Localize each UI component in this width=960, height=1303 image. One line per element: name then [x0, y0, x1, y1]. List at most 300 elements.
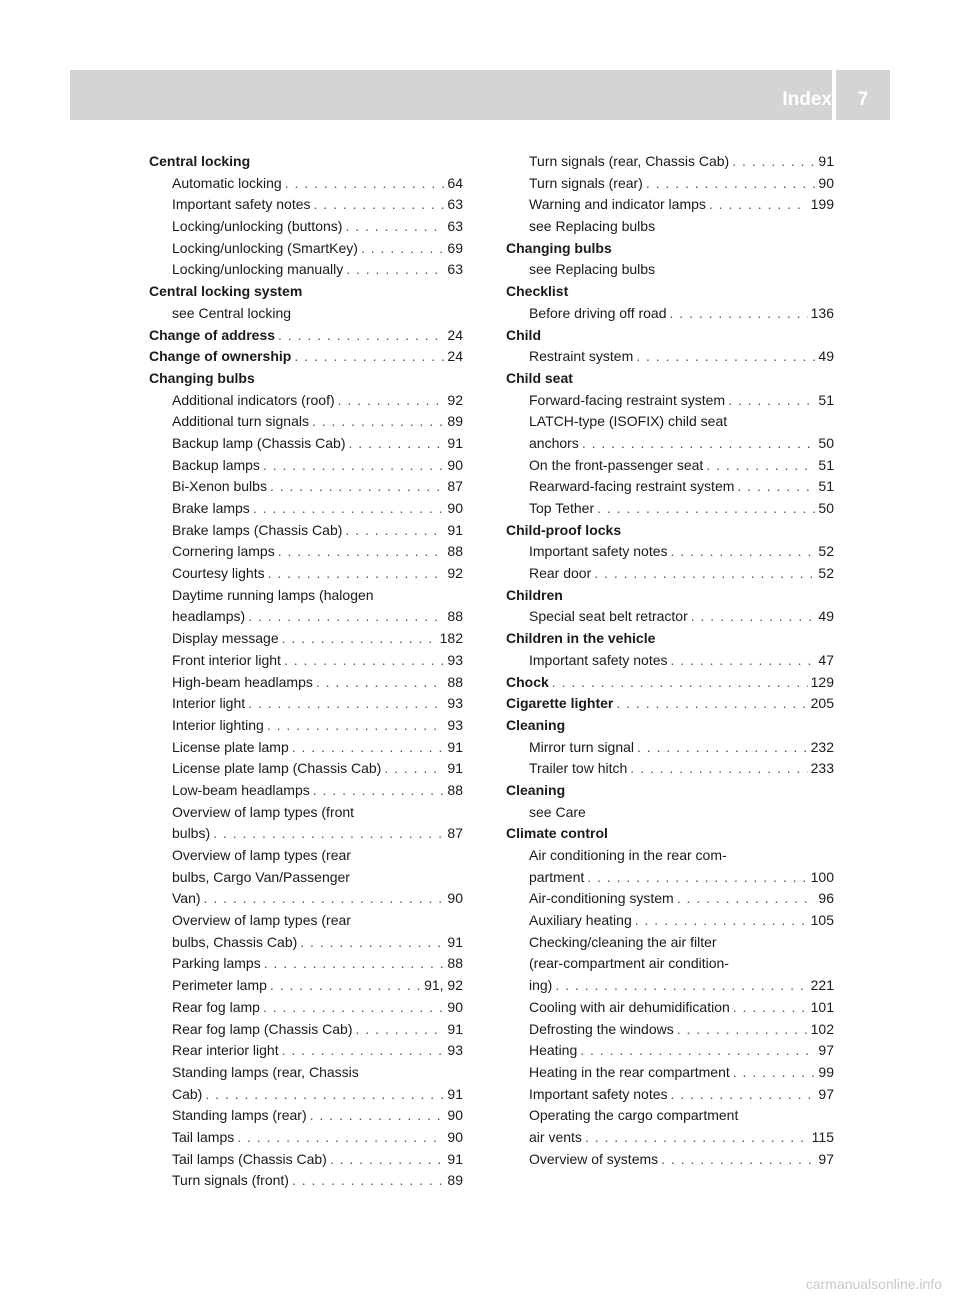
index-subentry — [506, 541, 834, 563]
entry-text: Children — [506, 586, 563, 603]
entry-text: Rear interior light — [172, 1042, 279, 1059]
entry-text: Air-conditioning system — [529, 890, 674, 907]
dot-leader — [630, 758, 807, 780]
index-subentry — [506, 1040, 834, 1062]
dot-leader — [677, 1019, 808, 1041]
index-subentry — [506, 888, 834, 910]
dot-leader — [616, 693, 807, 715]
index-subentry — [149, 498, 463, 520]
entry-text: Central locking — [149, 153, 251, 169]
entry-text: Backup lamp (Chassis Cab) — [172, 434, 346, 451]
dot-leader — [205, 1084, 444, 1106]
page-reference: 182 — [439, 630, 463, 647]
index-subentry — [506, 194, 834, 216]
dot-leader — [268, 563, 445, 585]
entry-text: Rearward-facing restraint system — [529, 478, 735, 495]
entry-text: Defrosting the windows — [529, 1020, 674, 1037]
index-subentry — [506, 1149, 834, 1171]
index-subentry — [149, 672, 463, 694]
index-subentry — [149, 1084, 463, 1106]
index-subentry — [506, 346, 834, 368]
index-subentry — [149, 758, 463, 780]
page-reference: 90 — [818, 174, 834, 191]
entry-text: Change of ownership — [149, 348, 292, 365]
entry-text: Changing bulbs — [149, 369, 255, 386]
dot-leader — [585, 1127, 809, 1149]
dot-leader — [270, 476, 444, 498]
page-reference: 24 — [447, 326, 463, 343]
entry-text: On the front-passenger seat — [529, 456, 704, 473]
dot-leader — [294, 346, 444, 368]
dot-leader — [691, 606, 816, 628]
index-subentry — [149, 259, 463, 281]
index-subentry — [506, 606, 834, 628]
entry-text: Locking/unlocking (buttons) — [172, 218, 343, 235]
dot-leader — [706, 455, 815, 477]
index-heading — [149, 151, 463, 173]
entry-text: License plate lamp (Chassis Cab) — [172, 760, 382, 777]
entry-text: Climate control — [506, 825, 608, 842]
index-subentry — [149, 476, 463, 498]
index-subentry — [149, 1170, 463, 1192]
dot-leader — [671, 541, 816, 563]
entry-text: Tail lamps — [172, 1128, 235, 1145]
entry-text: Low-beam headlamps — [172, 781, 310, 798]
entry-text: Van) — [172, 890, 201, 907]
entry-text: air vents — [529, 1128, 582, 1145]
entry-text: LATCH-type (ISOFIX) child seat — [529, 413, 728, 430]
dot-leader — [316, 672, 445, 694]
index-heading — [506, 693, 834, 715]
page-reference: 91, 92 — [424, 977, 463, 994]
entry-text: Display message — [172, 630, 279, 647]
entry-text: Checking/cleaning the air filter — [529, 933, 717, 950]
index-heading — [506, 823, 834, 845]
dot-leader — [310, 1105, 445, 1127]
index-subentry — [149, 1019, 463, 1041]
index-subentry — [149, 823, 463, 845]
page-reference: 90 — [447, 1107, 463, 1124]
index-heading — [506, 585, 834, 607]
page-reference: 89 — [447, 1172, 463, 1189]
entry-text: (rear-compartment air condition- — [529, 955, 729, 972]
entry-text: License plate lamp — [172, 738, 289, 755]
page-reference: 87 — [447, 825, 463, 842]
index-subentry — [506, 498, 834, 520]
entry-text: Rear fog lamp (Chassis Cab) — [172, 1020, 353, 1037]
page-reference: 91 — [818, 153, 834, 169]
index-subentry — [149, 455, 463, 477]
dot-leader — [270, 975, 421, 997]
index-subentry — [149, 194, 463, 216]
page-reference: 199 — [810, 196, 834, 213]
page-reference: 52 — [818, 543, 834, 560]
entry-text: Rear fog lamp — [172, 998, 260, 1015]
entry-text: Tail lamps (Chassis Cab) — [172, 1150, 327, 1167]
page-reference: 91 — [447, 1020, 463, 1037]
entry-text: Changing bulbs — [506, 239, 612, 256]
dot-leader — [597, 498, 815, 520]
entry-text: partment — [529, 868, 585, 885]
entry-text: Before driving off road — [529, 304, 667, 321]
entry-text: Special seat belt retractor — [529, 608, 688, 625]
dot-leader — [356, 1019, 445, 1041]
index-subentry — [149, 845, 463, 867]
page-reference: 88 — [447, 781, 463, 798]
page-reference: 64 — [447, 174, 463, 191]
dot-leader — [349, 433, 445, 455]
entry-text: anchors — [529, 434, 579, 451]
page-reference: 105 — [810, 912, 834, 929]
dot-leader — [248, 606, 444, 628]
index-subentry — [149, 1105, 463, 1127]
entry-text: Daytime running lamps (halogen — [172, 586, 374, 603]
entry-text: Overview of lamp types (rear — [172, 912, 351, 929]
dot-leader — [580, 1040, 815, 1062]
page-reference: 91 — [447, 434, 463, 451]
page-reference: 97 — [818, 1042, 834, 1059]
entry-text: Child-proof locks — [506, 521, 622, 538]
entry-text: bulbs) — [172, 825, 211, 842]
index-subentry — [506, 867, 834, 889]
page-reference: 96 — [818, 890, 834, 907]
entry-text: Additional indicators (roof) — [172, 391, 335, 408]
page-reference: 97 — [818, 1085, 834, 1102]
dot-leader — [670, 303, 808, 325]
dot-leader — [733, 997, 808, 1019]
index-subentry — [149, 715, 463, 737]
index-subentry — [149, 650, 463, 672]
page-reference: 91 — [447, 1150, 463, 1167]
page-reference: 88 — [447, 608, 463, 625]
page-reference: 91 — [447, 738, 463, 755]
entry-text: Locking/unlocking manually — [172, 261, 344, 278]
dot-leader — [264, 953, 445, 975]
entry-text: see Central locking — [172, 304, 292, 321]
page-reference: 51 — [818, 478, 834, 495]
dot-leader — [677, 888, 816, 910]
index-subentry — [506, 216, 834, 238]
index-subentry — [506, 433, 834, 455]
page-reference: 92 — [447, 391, 463, 408]
dot-leader — [594, 563, 815, 585]
entry-text: see Care — [529, 803, 586, 820]
page-reference: 90 — [447, 998, 463, 1015]
entry-text: Overview of lamp types (front — [172, 803, 355, 820]
index-subentry — [506, 953, 834, 975]
index-subentry — [506, 737, 834, 759]
page-reference: 90 — [447, 1128, 463, 1145]
index-subentry — [149, 910, 463, 932]
dot-leader — [345, 520, 444, 542]
page-reference: 51 — [818, 391, 834, 408]
page-reference: 205 — [810, 695, 834, 712]
index-heading — [506, 520, 834, 542]
dot-leader — [732, 151, 815, 173]
dot-leader — [637, 737, 808, 759]
page-reference: 91 — [447, 760, 463, 777]
dot-leader — [284, 650, 444, 672]
index-subentry — [506, 1019, 834, 1041]
dot-leader — [636, 346, 815, 368]
entry-text: Cleaning — [506, 781, 566, 798]
index-subentry — [506, 259, 834, 281]
entry-text: Parking lamps — [172, 955, 261, 972]
index-subentry — [149, 541, 463, 563]
page-reference: 93 — [447, 716, 463, 733]
page-number: 7 — [857, 89, 869, 110]
entry-text: Heating — [529, 1042, 578, 1059]
page-reference: 92 — [447, 565, 463, 582]
dot-leader — [555, 975, 807, 997]
index-subentry — [506, 151, 834, 173]
entry-text: see Replacing bulbs — [529, 261, 656, 278]
entry-text: bulbs, Cargo Van/Passenger — [172, 868, 350, 885]
page-reference: 63 — [447, 218, 463, 235]
dot-leader — [587, 867, 807, 889]
dot-leader — [248, 693, 444, 715]
dot-leader — [278, 325, 444, 347]
index-subentry — [149, 1149, 463, 1171]
entry-text: Important safety notes — [529, 1085, 668, 1102]
entry-text: Operating the cargo compartment — [529, 1107, 739, 1124]
index-heading — [506, 672, 834, 694]
index-subentry — [149, 628, 463, 650]
entry-text: Central locking system — [149, 283, 303, 300]
entry-text: Standing lamps (rear) — [172, 1107, 307, 1124]
entry-text: Interior light — [172, 695, 246, 712]
entry-text: Backup lamps — [172, 456, 260, 473]
index-subentry — [506, 1062, 834, 1084]
entry-text: Trailer tow hitch — [529, 760, 628, 777]
entry-text: Brake lamps (Chassis Cab) — [172, 521, 343, 538]
index-subentry — [506, 910, 834, 932]
index-subentry — [149, 693, 463, 715]
index-subentry — [149, 411, 463, 433]
index-subentry — [149, 1040, 463, 1062]
page-reference: 88 — [447, 673, 463, 690]
index-subentry — [149, 563, 463, 585]
page-reference: 69 — [447, 239, 463, 256]
index-heading — [506, 715, 834, 737]
entry-text: Courtesy lights — [172, 565, 265, 582]
index-subentry — [149, 606, 463, 628]
entry-text: Child seat — [506, 369, 573, 386]
entry-text: Important safety notes — [172, 196, 311, 213]
entry-text: Cigarette lighter — [506, 695, 614, 712]
entry-text: headlamps) — [172, 608, 246, 625]
index-subentry — [506, 476, 834, 498]
dot-leader — [313, 780, 445, 802]
page-reference: 24 — [447, 348, 463, 365]
index-subentry — [506, 390, 834, 412]
index-subentry — [149, 780, 463, 802]
dot-leader — [646, 173, 816, 195]
dot-leader — [338, 390, 445, 412]
index-heading — [506, 281, 834, 303]
entry-text: Turn signals (rear, Chassis Cab) — [529, 153, 730, 169]
dot-leader — [253, 498, 445, 520]
entry-text: Turn signals (rear) — [529, 174, 643, 191]
entry-text: Forward-facing restraint system — [529, 391, 726, 408]
index-subentry — [149, 585, 463, 607]
index-subentry — [149, 390, 463, 412]
index-subentry — [149, 303, 463, 325]
entry-text: Child — [506, 326, 541, 343]
entry-text: Heating in the rear compartment — [529, 1063, 730, 1080]
index-column-right — [506, 151, 834, 1170]
index-subentry — [149, 888, 463, 910]
page-reference: 49 — [818, 348, 834, 365]
page-reference: 97 — [818, 1150, 834, 1167]
page-reference: 233 — [810, 760, 834, 777]
index-subentry — [506, 650, 834, 672]
entry-text: Standing lamps (rear, Chassis — [172, 1063, 359, 1080]
index-subentry — [149, 802, 463, 824]
index-subentry — [506, 173, 834, 195]
entry-text: ing) — [529, 977, 553, 994]
section-title: Index — [782, 89, 832, 110]
entry-text: Cab) — [172, 1085, 203, 1102]
page-reference: 88 — [447, 543, 463, 560]
entry-text: Rear door — [529, 565, 592, 582]
page-reference: 49 — [818, 608, 834, 625]
watermark: carmanualsonline.info — [805, 1276, 942, 1292]
page-reference: 129 — [810, 673, 834, 690]
page-reference: 88 — [447, 955, 463, 972]
index-subentry — [506, 411, 834, 433]
page-reference: 63 — [447, 196, 463, 213]
dot-leader — [384, 758, 444, 780]
entry-text: Brake lamps — [172, 500, 250, 516]
dot-leader — [314, 194, 445, 216]
entry-text: Automatic locking — [172, 174, 282, 191]
dot-leader — [300, 932, 444, 954]
dot-leader — [733, 1062, 816, 1084]
index-subentry — [149, 867, 463, 889]
entry-text: Turn signals (front) — [172, 1172, 289, 1189]
page-reference: 102 — [810, 1020, 834, 1037]
page-reference: 91 — [447, 521, 463, 538]
dot-leader — [278, 541, 445, 563]
entry-text: Top Tether — [529, 500, 595, 516]
index-subentry — [149, 1062, 463, 1084]
index-heading — [506, 368, 834, 390]
index-subentry — [506, 975, 834, 997]
index-heading — [149, 346, 463, 368]
entry-text: High-beam headlamps — [172, 673, 313, 690]
index-subentry — [149, 1127, 463, 1149]
page-reference: 100 — [810, 868, 834, 885]
entry-text: Overview of lamp types (rear — [172, 847, 351, 863]
dot-leader — [345, 216, 444, 238]
index-heading — [149, 281, 463, 303]
index-heading — [506, 238, 834, 260]
entry-text: Cleaning — [506, 716, 566, 733]
page-reference: 93 — [447, 651, 463, 668]
dot-leader — [346, 259, 444, 281]
entry-text: Restraint system — [529, 348, 634, 365]
dot-leader — [267, 715, 445, 737]
index-subentry — [506, 845, 834, 867]
dot-leader — [204, 888, 445, 910]
index-subentry — [149, 997, 463, 1019]
page-reference: 87 — [447, 478, 463, 495]
dot-leader — [552, 672, 808, 694]
dot-leader — [312, 411, 444, 433]
index-heading — [506, 628, 834, 650]
entry-text: Additional turn signals — [172, 413, 309, 430]
dot-leader — [728, 390, 815, 412]
dot-leader — [282, 628, 437, 650]
index-subentry — [149, 216, 463, 238]
dot-leader — [237, 1127, 444, 1149]
index-heading — [506, 325, 834, 347]
index-subentry — [506, 802, 834, 824]
index-subentry — [149, 520, 463, 542]
dot-leader — [671, 1084, 816, 1106]
page-reference: 91 — [447, 933, 463, 950]
entry-text: Important safety notes — [529, 651, 668, 668]
page-reference: 52 — [818, 565, 834, 582]
entry-text: Perimeter lamp — [172, 977, 267, 994]
entry-text: Cooling with air dehumidification — [529, 998, 730, 1015]
dot-leader — [661, 1149, 815, 1171]
index-heading — [149, 325, 463, 347]
entry-text: Auxiliary heating — [529, 912, 632, 929]
page-reference: 91 — [447, 1085, 463, 1102]
index-subentry — [149, 737, 463, 759]
entry-text: bulbs, Chassis Cab) — [172, 933, 298, 950]
entry-text: Important safety notes — [529, 543, 668, 560]
entry-text: Interior lighting — [172, 716, 264, 733]
index-subentry — [506, 455, 834, 477]
index-subentry — [506, 1105, 834, 1127]
dot-leader — [737, 476, 815, 498]
page-reference: 47 — [818, 651, 834, 668]
page-reference: 90 — [447, 890, 463, 907]
index-subentry — [506, 1084, 834, 1106]
entry-text: Front interior light — [172, 651, 281, 668]
dot-leader — [635, 910, 808, 932]
page-reference: 232 — [810, 738, 834, 755]
index-subentry — [506, 997, 834, 1019]
entry-text: Cornering lamps — [172, 543, 275, 560]
page-reference: 50 — [818, 434, 834, 451]
index-subentry — [149, 173, 463, 195]
dot-leader — [285, 173, 445, 195]
page-reference: 221 — [810, 977, 834, 994]
page-reference: 50 — [818, 500, 834, 516]
entry-text: Locking/unlocking (SmartKey) — [172, 239, 358, 256]
entry-text: Mirror turn signal — [529, 738, 635, 755]
index-heading — [506, 780, 834, 802]
page-reference: 99 — [818, 1063, 834, 1080]
dot-leader — [292, 1170, 444, 1192]
entry-text: Checklist — [506, 283, 569, 300]
page-reference: 93 — [447, 695, 463, 712]
dot-leader — [330, 1149, 445, 1171]
index-heading — [149, 368, 463, 390]
page-reference: 136 — [810, 304, 834, 321]
dot-leader — [263, 997, 444, 1019]
entry-text: Children in the vehicle — [506, 630, 656, 647]
entry-text: Overview of systems — [529, 1150, 659, 1167]
index-subentry — [506, 758, 834, 780]
page-reference: 90 — [447, 456, 463, 473]
dot-leader — [709, 194, 808, 216]
index-subentry — [506, 932, 834, 954]
